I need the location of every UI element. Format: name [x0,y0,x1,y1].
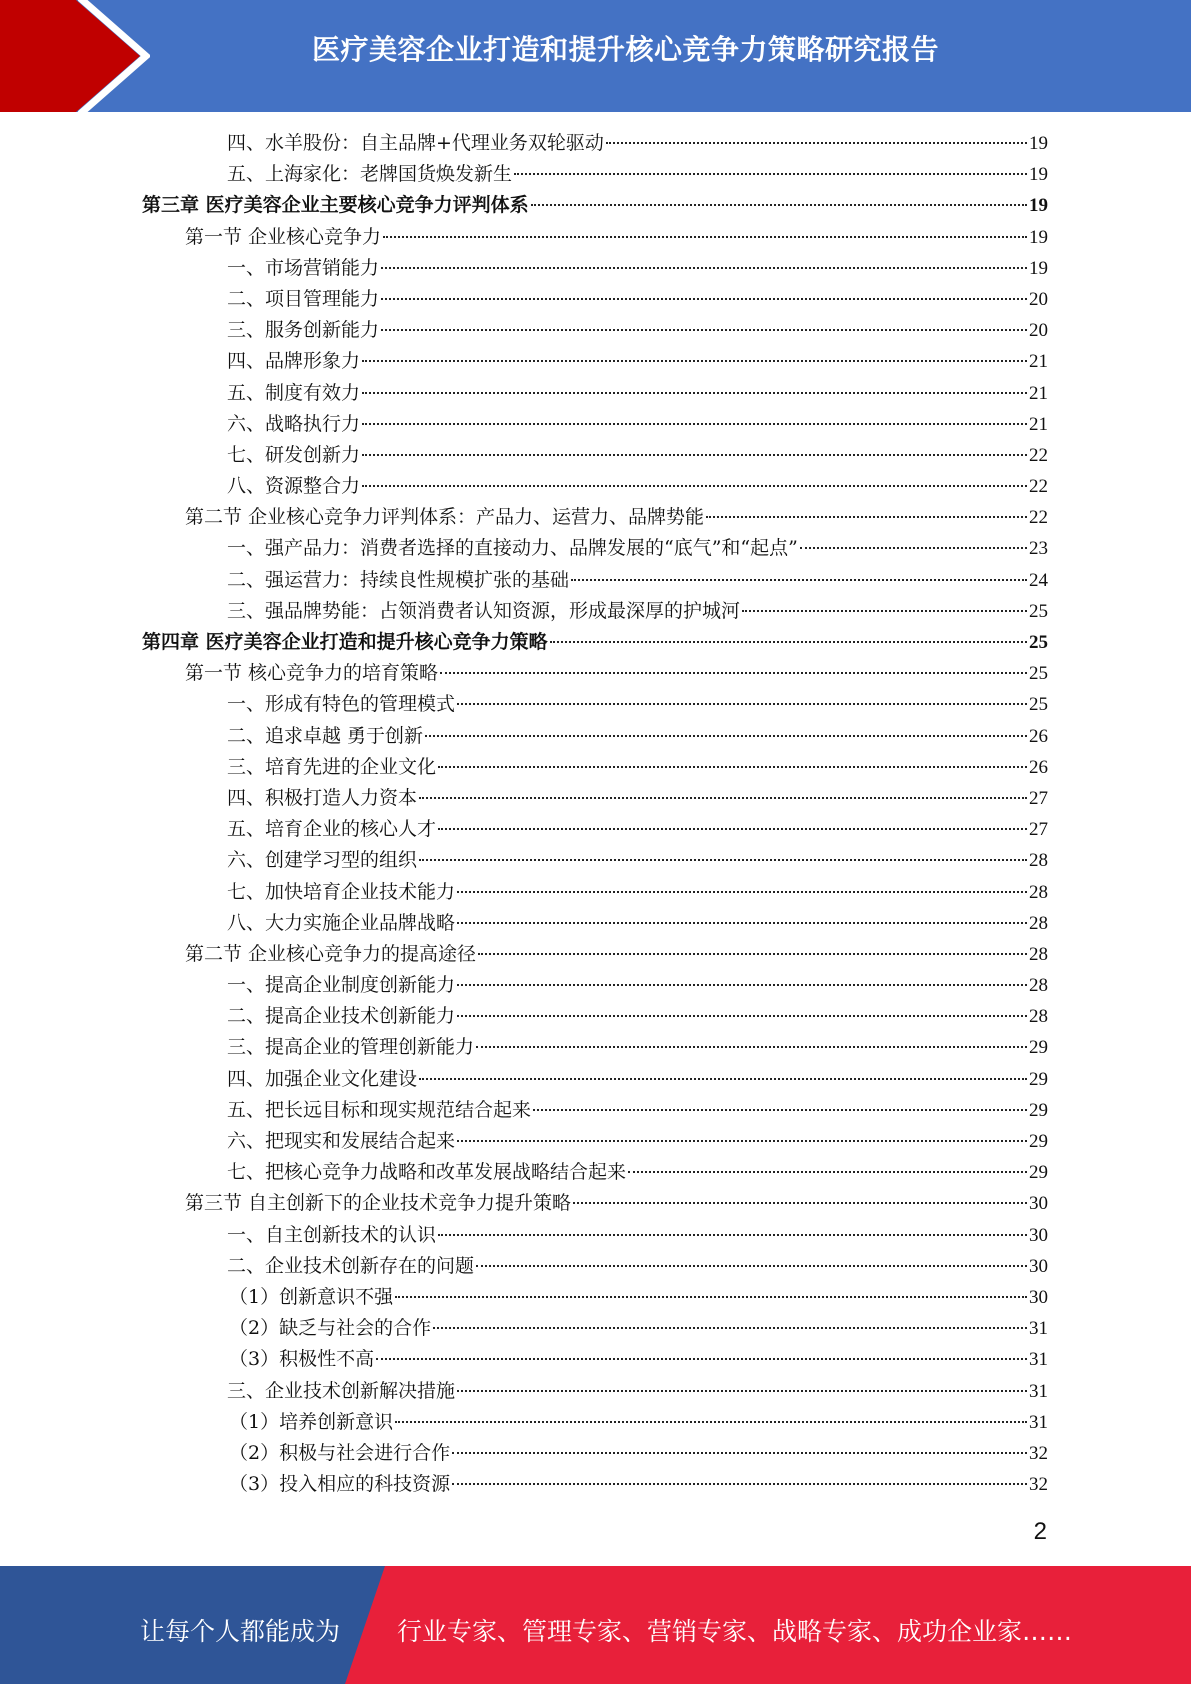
toc-entry[interactable] [142,1157,1048,1188]
toc-dot-leader [457,983,1027,986]
toc-entry[interactable] [142,1469,1048,1500]
header-title: 医疗美容企业打造和提升核心竞争力策略研究报告 [311,33,939,66]
toc-entry-label: 四、水羊股份：自主品牌+代理业务双轮驱动 [227,132,604,154]
toc-entry-label: 一、强产品力：消费者选择的直接动力、品牌发展的“底气”和“起点” [227,537,798,560]
toc-dot-leader [433,1326,1027,1329]
toc-entry-label: 五、上海家化：老牌国货焕发新生 [227,163,513,186]
toc-entry-page: 24 [1029,569,1048,591]
toc-entry-page: 19 [1029,133,1048,154]
toc-entry-page: 28 [1029,881,1048,903]
toc-entry-page: 22 [1029,507,1048,529]
toc-entry[interactable] [142,1438,1048,1469]
toc-entry-page: 25 [1029,694,1048,716]
toc-entry[interactable] [142,502,1048,533]
toc-entry-page: 29 [1029,1037,1048,1059]
toc-entry-label: 第二节 企业核心竞争力评判体系：产品力、运营力、品牌势能 [185,506,705,529]
toc-entry-page: 27 [1029,819,1048,841]
toc-entry-page: 21 [1029,351,1048,373]
toc-entry-page: 32 [1029,1442,1048,1464]
toc-entry-label: 五、制度有效力 [227,381,361,404]
toc-entry[interactable] [142,783,1048,814]
toc-entry-label: 第一节 企业核心竞争力 [185,225,382,248]
toc-dot-leader [457,921,1027,924]
toc-entry[interactable] [142,845,1048,876]
toc-entry-page: 32 [1029,1474,1048,1496]
toc-entry-label: 一、自主创新技术的认识 [227,1223,437,1246]
toc-entry-page: 31 [1029,1318,1048,1340]
toc-entry-page: 31 [1029,1411,1048,1433]
toc-entry-label: 一、提高企业制度创新能力 [227,974,456,997]
toc-dot-leader [438,765,1027,768]
toc-dot-leader [476,1264,1027,1267]
toc-entry-label: 二、强运营力：持续良性规模扩张的基础 [227,568,570,591]
toc-entry[interactable] [142,1126,1048,1157]
toc-dot-leader [628,1170,1027,1173]
toc-dot-leader [395,1295,1027,1298]
toc-entry[interactable] [142,440,1048,471]
toc-dot-leader [550,640,1027,643]
toc-entry-label: 四、加强企业文化建设 [227,1067,418,1090]
toc-dot-leader [571,578,1027,581]
toc-dot-leader [457,1014,1027,1017]
toc-entry-page: 20 [1029,320,1048,342]
toc-entry-page: 30 [1029,1255,1048,1277]
toc-entry-page: 23 [1029,538,1048,560]
toc-entry-label: 二、项目管理能力 [227,287,380,310]
toc-dot-leader [419,1077,1027,1080]
toc-dot-leader [606,141,1027,144]
toc-entry[interactable] [142,533,1048,564]
toc-entry[interactable] [142,627,1048,658]
toc-entry-label: 三、培育先进的企业文化 [227,755,437,778]
toc-dot-leader [395,1420,1027,1423]
toc-entry[interactable] [142,1313,1048,1344]
toc-entry-page: 25 [1029,663,1048,685]
toc-entry[interactable] [142,658,1048,689]
toc-entry-page: 20 [1029,288,1048,310]
toc-dot-leader [419,796,1027,799]
toc-entry-label: 二、企业技术创新存在的问题 [227,1254,475,1277]
toc-entry[interactable] [142,1407,1048,1438]
toc-dot-leader [452,1451,1027,1454]
toc-dot-leader [478,952,1027,955]
toc-entry-page: 22 [1029,444,1048,466]
toc-entry-page: 25 [1029,632,1048,653]
toc-entry-page: 22 [1029,476,1048,498]
toc-entry[interactable] [142,1095,1048,1126]
toc-entry-page: 30 [1029,1193,1048,1215]
toc-entry[interactable] [142,1251,1048,1282]
toc-entry-label: （2）积极与社会进行合作 [229,1441,451,1464]
toc-dot-leader [452,1482,1027,1485]
toc-entry-page: 26 [1029,725,1048,747]
toc-entry-label: 二、提高企业技术创新能力 [227,1005,456,1028]
toc-entry-label: 二、追求卓越 勇于创新 [227,724,424,747]
toc-dot-leader [457,702,1027,705]
toc-entry-page: 29 [1029,1131,1048,1152]
toc-entry-label: 五、把长远目标和现实规范结合起来 [227,1098,532,1121]
toc-entry-page: 29 [1029,1099,1048,1121]
toc-dot-leader [419,858,1027,861]
toc-entry-label: 七、研发创新力 [227,443,361,466]
toc-entry[interactable] [142,565,1048,596]
toc-dot-leader [383,235,1027,238]
toc-entry-label: 第四章 医疗美容企业打造和提升核心竞争力策略 [142,631,548,653]
toc-dot-leader [438,827,1027,830]
toc-dot-leader [362,422,1027,425]
toc-entry-page: 19 [1029,226,1048,248]
toc-dot-leader [514,172,1027,175]
toc-entry-page: 28 [1029,850,1048,872]
toc-dot-leader [533,1108,1027,1111]
toc-entry-page: 28 [1029,912,1048,934]
toc-entry[interactable] [142,752,1048,783]
toc-entry[interactable] [142,939,1048,970]
toc-dot-leader [376,1357,1027,1360]
table-of-contents [142,128,1048,1500]
toc-dot-leader [742,609,1027,612]
toc-dot-leader [531,203,1027,206]
toc-entry-page: 26 [1029,756,1048,778]
toc-entry[interactable] [142,1376,1048,1407]
page-footer [0,1566,1191,1684]
toc-entry-page: 19 [1029,257,1048,279]
toc-entry-label: 六、创建学习型的组织 [227,849,418,872]
toc-entry-label: 第三节 自主创新下的企业技术竞争力提升策略 [185,1192,572,1215]
toc-entry-label: 三、服务创新能力 [227,319,380,342]
toc-dot-leader [425,734,1027,737]
toc-entry-label: 第一节 核心竞争力的培育策略 [185,662,439,685]
toc-entry-page: 30 [1029,1224,1048,1246]
toc-entry-label: 三、强品牌势能：占领消费者认知资源，形成最深厚的护城河 [227,599,741,622]
toc-entry[interactable] [142,1001,1048,1032]
toc-dot-leader [362,359,1027,362]
toc-entry[interactable] [142,814,1048,845]
page-header [0,0,1191,112]
toc-entry-label: 四、积极打造人力资本 [227,786,418,809]
toc-entry-label: 第二节 企业核心竞争力的提高途径 [185,942,477,965]
toc-entry-label: （3）投入相应的科技资源 [229,1473,451,1496]
toc-entry[interactable] [142,346,1048,377]
toc-entry-label: 六、把现实和发展结合起来 [227,1130,456,1152]
toc-entry-page: 25 [1029,600,1048,622]
toc-entry[interactable] [142,721,1048,752]
toc-entry-label: 七、把核心竞争力战略和改革发展战略结合起来 [227,1161,627,1184]
toc-entry[interactable] [142,253,1048,284]
toc-entry-page: 19 [1029,164,1048,186]
toc-dot-leader [438,1233,1027,1236]
toc-dot-leader [706,515,1027,518]
toc-entry[interactable] [142,222,1048,253]
toc-entry[interactable] [142,190,1048,221]
toc-entry-page: 29 [1029,1068,1048,1090]
toc-entry[interactable] [142,471,1048,502]
toc-dot-leader [457,1389,1027,1392]
toc-dot-leader [362,484,1027,487]
toc-entry-page: 31 [1029,1349,1048,1371]
toc-entry-label: （2）缺乏与社会的合作 [229,1317,432,1340]
toc-entry-page: 27 [1029,787,1048,809]
toc-entry[interactable] [142,409,1048,440]
toc-dot-leader [476,1045,1027,1048]
toc-dot-leader [381,328,1027,331]
toc-entry-label: 一、市场营销能力 [227,256,380,279]
toc-entry-page: 28 [1029,943,1048,965]
toc-dot-leader [457,1139,1027,1142]
toc-entry-page: 31 [1029,1380,1048,1402]
toc-dot-leader [440,671,1027,674]
toc-entry[interactable] [142,689,1048,720]
toc-dot-leader [381,297,1027,300]
toc-entry[interactable] [142,596,1048,627]
toc-dot-leader [800,546,1027,549]
toc-entry-page: 19 [1029,195,1048,217]
toc-entry[interactable] [142,1344,1048,1375]
toc-entry-label: （3）积极性不高 [229,1348,375,1371]
toc-entry-page: 30 [1029,1286,1048,1308]
toc-entry[interactable] [142,315,1048,346]
toc-entry-label: 四、品牌形象力 [227,350,361,373]
toc-dot-leader [573,1201,1027,1204]
toc-entry-page: 21 [1029,382,1048,404]
toc-entry-label: （1）培养创新意识 [229,1410,394,1433]
page-number: 2 [1033,1518,1047,1545]
toc-entry[interactable] [142,284,1048,315]
toc-entry-page: 29 [1029,1162,1048,1184]
toc-entry[interactable] [142,1188,1048,1219]
toc-entry[interactable] [142,970,1048,1001]
toc-entry[interactable] [142,908,1048,939]
toc-entry-label: 五、培育企业的核心人才 [227,818,437,841]
toc-entry-label: 八、大力实施企业品牌战略 [227,911,456,934]
toc-entry-label: 七、加快培育企业技术能力 [227,880,456,903]
toc-entry-page: 21 [1029,413,1048,435]
footer-slogan-left: 让每个人都能成为 [140,1617,341,1646]
footer-slogan-right: 行业专家、管理专家、营销专家、战略专家、成功企业家…… [397,1617,1073,1646]
toc-entry[interactable] [142,1282,1048,1313]
toc-entry-label: 八、资源整合力 [227,475,361,498]
toc-entry-label: 三、提高企业的管理创新能力 [227,1036,475,1059]
toc-entry[interactable] [142,128,1048,159]
toc-entry-page: 28 [1029,1006,1048,1028]
toc-dot-leader [362,391,1027,394]
toc-entry-label: （1）创新意识不强 [229,1285,394,1308]
toc-entry-label: 一、形成有特色的管理模式 [227,693,456,716]
toc-entry[interactable] [142,1220,1048,1251]
toc-dot-leader [381,266,1027,269]
toc-entry-label: 三、企业技术创新解决措施 [227,1379,456,1402]
toc-entry[interactable] [142,1032,1048,1063]
toc-dot-leader [457,890,1027,893]
toc-entry-page: 28 [1029,975,1048,997]
toc-entry-label: 第三章 医疗美容企业主要核心竞争力评判体系 [142,194,529,217]
toc-entry[interactable] [142,378,1048,409]
toc-entry[interactable] [142,1064,1048,1095]
toc-entry[interactable] [142,159,1048,190]
toc-dot-leader [362,453,1027,456]
toc-entry[interactable] [142,877,1048,908]
toc-entry-label: 六、战略执行力 [227,412,361,435]
